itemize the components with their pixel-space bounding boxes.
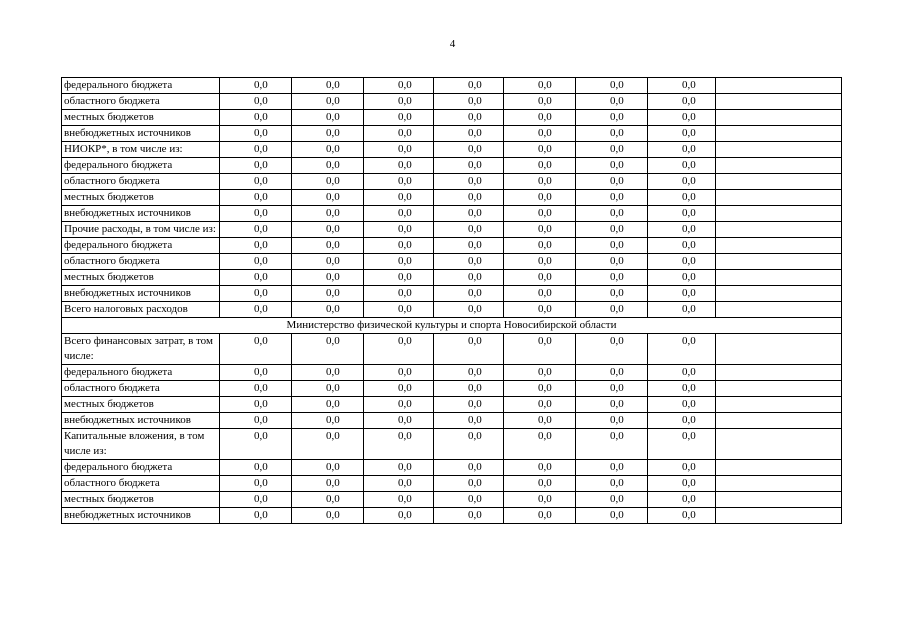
empty-cell bbox=[716, 206, 842, 222]
value-cell: 0,0 bbox=[648, 174, 716, 190]
value-cell: 0,0 bbox=[576, 286, 648, 302]
value-cell: 0,0 bbox=[434, 381, 504, 397]
value-cell: 0,0 bbox=[648, 492, 716, 508]
value-cell: 0,0 bbox=[364, 508, 434, 524]
value-cell: 0,0 bbox=[648, 286, 716, 302]
value-cell: 0,0 bbox=[504, 254, 576, 270]
value-cell: 0,0 bbox=[576, 126, 648, 142]
empty-cell bbox=[716, 222, 842, 238]
row-label: внебюджетных источников bbox=[62, 206, 220, 222]
empty-cell bbox=[716, 110, 842, 126]
row-label: федерального бюджета bbox=[62, 238, 220, 254]
budget-table bbox=[61, 77, 842, 524]
value-cell: 0,0 bbox=[576, 238, 648, 254]
value-cell: 0,0 bbox=[220, 460, 292, 476]
value-cell: 0,0 bbox=[292, 460, 364, 476]
value-cell: 0,0 bbox=[220, 174, 292, 190]
value-cell: 0,0 bbox=[504, 190, 576, 206]
row-label: внебюджетных источников bbox=[62, 126, 220, 142]
value-cell: 0,0 bbox=[364, 270, 434, 286]
row-label: федерального бюджета bbox=[62, 78, 220, 94]
value-cell: 0,0 bbox=[576, 190, 648, 206]
value-cell: 0,0 bbox=[504, 94, 576, 110]
value-cell: 0,0 bbox=[504, 238, 576, 254]
value-cell: 0,0 bbox=[364, 94, 434, 110]
value-cell: 0,0 bbox=[648, 413, 716, 429]
value-cell: 0,0 bbox=[364, 492, 434, 508]
row-label: областного бюджета bbox=[62, 476, 220, 492]
value-cell: 0,0 bbox=[434, 94, 504, 110]
value-cell: 0,0 bbox=[364, 78, 434, 94]
value-cell: 0,0 bbox=[364, 174, 434, 190]
value-cell: 0,0 bbox=[292, 270, 364, 286]
value-cell: 0,0 bbox=[648, 302, 716, 318]
table-row bbox=[62, 334, 842, 365]
value-cell: 0,0 bbox=[504, 270, 576, 286]
value-cell: 0,0 bbox=[648, 254, 716, 270]
empty-cell bbox=[716, 508, 842, 524]
row-label: областного бюджета bbox=[62, 381, 220, 397]
value-cell: 0,0 bbox=[364, 460, 434, 476]
value-cell: 0,0 bbox=[648, 158, 716, 174]
value-cell: 0,0 bbox=[292, 78, 364, 94]
table-row bbox=[62, 365, 842, 381]
value-cell: 0,0 bbox=[220, 381, 292, 397]
value-cell: 0,0 bbox=[292, 476, 364, 492]
row-label: областного бюджета bbox=[62, 94, 220, 110]
value-cell: 0,0 bbox=[576, 413, 648, 429]
empty-cell bbox=[716, 78, 842, 94]
value-cell: 0,0 bbox=[220, 492, 292, 508]
value-cell: 0,0 bbox=[648, 142, 716, 158]
table-row bbox=[62, 508, 842, 524]
value-cell: 0,0 bbox=[292, 158, 364, 174]
value-cell: 0,0 bbox=[504, 492, 576, 508]
table-row bbox=[62, 190, 842, 206]
table-row bbox=[62, 174, 842, 190]
value-cell: 0,0 bbox=[648, 126, 716, 142]
value-cell: 0,0 bbox=[292, 174, 364, 190]
row-label: внебюджетных источников bbox=[62, 508, 220, 524]
value-cell: 0,0 bbox=[292, 190, 364, 206]
value-cell: 0,0 bbox=[364, 126, 434, 142]
value-cell: 0,0 bbox=[434, 222, 504, 238]
value-cell: 0,0 bbox=[364, 158, 434, 174]
value-cell: 0,0 bbox=[434, 270, 504, 286]
value-cell: 0,0 bbox=[648, 476, 716, 492]
table-row bbox=[62, 270, 842, 286]
value-cell: 0,0 bbox=[504, 286, 576, 302]
table-row bbox=[62, 142, 842, 158]
value-cell: 0,0 bbox=[576, 365, 648, 381]
value-cell: 0,0 bbox=[576, 222, 648, 238]
value-cell: 0,0 bbox=[648, 429, 716, 460]
value-cell: 0,0 bbox=[434, 190, 504, 206]
value-cell: 0,0 bbox=[364, 206, 434, 222]
table-row bbox=[62, 126, 842, 142]
value-cell: 0,0 bbox=[504, 302, 576, 318]
value-cell: 0,0 bbox=[434, 238, 504, 254]
value-cell: 0,0 bbox=[434, 476, 504, 492]
value-cell: 0,0 bbox=[504, 413, 576, 429]
value-cell: 0,0 bbox=[364, 142, 434, 158]
empty-cell bbox=[716, 238, 842, 254]
row-label: федерального бюджета bbox=[62, 460, 220, 476]
value-cell: 0,0 bbox=[292, 206, 364, 222]
value-cell: 0,0 bbox=[292, 492, 364, 508]
empty-cell bbox=[716, 492, 842, 508]
value-cell: 0,0 bbox=[364, 110, 434, 126]
value-cell: 0,0 bbox=[364, 365, 434, 381]
value-cell: 0,0 bbox=[434, 206, 504, 222]
value-cell: 0,0 bbox=[648, 222, 716, 238]
value-cell: 0,0 bbox=[364, 476, 434, 492]
value-cell: 0,0 bbox=[292, 286, 364, 302]
value-cell: 0,0 bbox=[220, 286, 292, 302]
empty-cell bbox=[716, 334, 842, 365]
value-cell: 0,0 bbox=[220, 302, 292, 318]
value-cell: 0,0 bbox=[576, 254, 648, 270]
value-cell: 0,0 bbox=[220, 413, 292, 429]
table-row bbox=[62, 381, 842, 397]
value-cell: 0,0 bbox=[504, 222, 576, 238]
value-cell: 0,0 bbox=[504, 126, 576, 142]
value-cell: 0,0 bbox=[504, 142, 576, 158]
value-cell: 0,0 bbox=[292, 413, 364, 429]
value-cell: 0,0 bbox=[504, 381, 576, 397]
row-label: местных бюджетов bbox=[62, 492, 220, 508]
section-header-row bbox=[62, 318, 842, 334]
value-cell: 0,0 bbox=[504, 110, 576, 126]
value-cell: 0,0 bbox=[292, 142, 364, 158]
value-cell: 0,0 bbox=[220, 429, 292, 460]
value-cell: 0,0 bbox=[292, 508, 364, 524]
value-cell: 0,0 bbox=[364, 254, 434, 270]
value-cell: 0,0 bbox=[576, 174, 648, 190]
value-cell: 0,0 bbox=[364, 381, 434, 397]
table-row bbox=[62, 222, 842, 238]
row-label: областного бюджета bbox=[62, 254, 220, 270]
row-label: местных бюджетов bbox=[62, 397, 220, 413]
empty-cell bbox=[716, 429, 842, 460]
value-cell: 0,0 bbox=[220, 270, 292, 286]
empty-cell bbox=[716, 286, 842, 302]
value-cell: 0,0 bbox=[220, 508, 292, 524]
value-cell: 0,0 bbox=[576, 206, 648, 222]
value-cell: 0,0 bbox=[434, 492, 504, 508]
table-row bbox=[62, 397, 842, 413]
value-cell: 0,0 bbox=[648, 270, 716, 286]
value-cell: 0,0 bbox=[576, 429, 648, 460]
value-cell: 0,0 bbox=[220, 222, 292, 238]
value-cell: 0,0 bbox=[576, 78, 648, 94]
value-cell: 0,0 bbox=[576, 142, 648, 158]
empty-cell bbox=[716, 302, 842, 318]
value-cell: 0,0 bbox=[220, 142, 292, 158]
value-cell: 0,0 bbox=[364, 238, 434, 254]
value-cell: 0,0 bbox=[364, 190, 434, 206]
value-cell: 0,0 bbox=[434, 286, 504, 302]
value-cell: 0,0 bbox=[648, 397, 716, 413]
value-cell: 0,0 bbox=[364, 334, 434, 365]
value-cell: 0,0 bbox=[434, 429, 504, 460]
empty-cell bbox=[716, 270, 842, 286]
value-cell: 0,0 bbox=[434, 158, 504, 174]
empty-cell bbox=[716, 365, 842, 381]
value-cell: 0,0 bbox=[576, 476, 648, 492]
value-cell: 0,0 bbox=[576, 110, 648, 126]
table-row bbox=[62, 429, 842, 460]
value-cell: 0,0 bbox=[292, 381, 364, 397]
value-cell: 0,0 bbox=[292, 397, 364, 413]
value-cell: 0,0 bbox=[292, 110, 364, 126]
table-row bbox=[62, 460, 842, 476]
value-cell: 0,0 bbox=[292, 334, 364, 365]
table-row bbox=[62, 78, 842, 94]
value-cell: 0,0 bbox=[648, 508, 716, 524]
value-cell: 0,0 bbox=[576, 270, 648, 286]
row-label: внебюджетных источников bbox=[62, 413, 220, 429]
empty-cell bbox=[716, 254, 842, 270]
table-row bbox=[62, 158, 842, 174]
value-cell: 0,0 bbox=[220, 476, 292, 492]
value-cell: 0,0 bbox=[292, 365, 364, 381]
empty-cell bbox=[716, 190, 842, 206]
value-cell: 0,0 bbox=[364, 429, 434, 460]
value-cell: 0,0 bbox=[434, 142, 504, 158]
row-label: внебюджетных источников bbox=[62, 286, 220, 302]
value-cell: 0,0 bbox=[220, 365, 292, 381]
value-cell: 0,0 bbox=[434, 302, 504, 318]
value-cell: 0,0 bbox=[504, 78, 576, 94]
row-label: Всего финансовых затрат, в том числе: bbox=[62, 334, 220, 365]
value-cell: 0,0 bbox=[292, 126, 364, 142]
value-cell: 0,0 bbox=[292, 222, 364, 238]
empty-cell bbox=[716, 397, 842, 413]
value-cell: 0,0 bbox=[576, 94, 648, 110]
value-cell: 0,0 bbox=[364, 222, 434, 238]
table-row bbox=[62, 286, 842, 302]
row-label: Прочие расходы, в том числе из: bbox=[62, 222, 220, 238]
row-label: местных бюджетов bbox=[62, 110, 220, 126]
row-label: местных бюджетов bbox=[62, 270, 220, 286]
value-cell: 0,0 bbox=[504, 334, 576, 365]
table-row bbox=[62, 302, 842, 318]
value-cell: 0,0 bbox=[504, 174, 576, 190]
value-cell: 0,0 bbox=[504, 158, 576, 174]
empty-cell bbox=[716, 413, 842, 429]
value-cell: 0,0 bbox=[504, 476, 576, 492]
table-row bbox=[62, 94, 842, 110]
value-cell: 0,0 bbox=[648, 190, 716, 206]
value-cell: 0,0 bbox=[434, 110, 504, 126]
value-cell: 0,0 bbox=[648, 381, 716, 397]
value-cell: 0,0 bbox=[648, 365, 716, 381]
value-cell: 0,0 bbox=[292, 254, 364, 270]
page-number: 4 bbox=[449, 38, 456, 50]
value-cell: 0,0 bbox=[292, 429, 364, 460]
empty-cell bbox=[716, 142, 842, 158]
row-label: областного бюджета bbox=[62, 174, 220, 190]
value-cell: 0,0 bbox=[576, 334, 648, 365]
empty-cell bbox=[716, 126, 842, 142]
empty-cell bbox=[716, 476, 842, 492]
value-cell: 0,0 bbox=[220, 126, 292, 142]
table-row bbox=[62, 476, 842, 492]
row-label: Капитальные вложения, в том числе из: bbox=[62, 429, 220, 460]
table-row bbox=[62, 206, 842, 222]
value-cell: 0,0 bbox=[648, 460, 716, 476]
value-cell: 0,0 bbox=[434, 508, 504, 524]
row-label: местных бюджетов bbox=[62, 190, 220, 206]
value-cell: 0,0 bbox=[434, 126, 504, 142]
value-cell: 0,0 bbox=[220, 254, 292, 270]
value-cell: 0,0 bbox=[220, 94, 292, 110]
value-cell: 0,0 bbox=[576, 302, 648, 318]
row-label: федерального бюджета bbox=[62, 365, 220, 381]
value-cell: 0,0 bbox=[648, 238, 716, 254]
value-cell: 0,0 bbox=[434, 413, 504, 429]
value-cell: 0,0 bbox=[292, 302, 364, 318]
value-cell: 0,0 bbox=[576, 158, 648, 174]
value-cell: 0,0 bbox=[364, 302, 434, 318]
value-cell: 0,0 bbox=[504, 397, 576, 413]
value-cell: 0,0 bbox=[576, 381, 648, 397]
value-cell: 0,0 bbox=[220, 238, 292, 254]
value-cell: 0,0 bbox=[292, 238, 364, 254]
value-cell: 0,0 bbox=[220, 334, 292, 365]
value-cell: 0,0 bbox=[364, 286, 434, 302]
table-row bbox=[62, 492, 842, 508]
value-cell: 0,0 bbox=[648, 334, 716, 365]
value-cell: 0,0 bbox=[504, 429, 576, 460]
row-label: Всего налоговых расходов bbox=[62, 302, 220, 318]
empty-cell bbox=[716, 381, 842, 397]
table-body-after bbox=[62, 334, 842, 524]
value-cell: 0,0 bbox=[434, 397, 504, 413]
value-cell: 0,0 bbox=[220, 158, 292, 174]
value-cell: 0,0 bbox=[220, 206, 292, 222]
empty-cell bbox=[716, 460, 842, 476]
value-cell: 0,0 bbox=[434, 365, 504, 381]
value-cell: 0,0 bbox=[504, 460, 576, 476]
section-header-group bbox=[62, 318, 842, 334]
table-row bbox=[62, 413, 842, 429]
table-row bbox=[62, 238, 842, 254]
value-cell: 0,0 bbox=[504, 206, 576, 222]
value-cell: 0,0 bbox=[364, 413, 434, 429]
value-cell: 0,0 bbox=[220, 110, 292, 126]
value-cell: 0,0 bbox=[220, 397, 292, 413]
value-cell: 0,0 bbox=[576, 492, 648, 508]
table-body-before bbox=[62, 78, 842, 318]
value-cell: 0,0 bbox=[648, 78, 716, 94]
value-cell: 0,0 bbox=[648, 206, 716, 222]
value-cell: 0,0 bbox=[434, 334, 504, 365]
value-cell: 0,0 bbox=[648, 94, 716, 110]
row-label: федерального бюджета bbox=[62, 158, 220, 174]
value-cell: 0,0 bbox=[648, 110, 716, 126]
empty-cell bbox=[716, 158, 842, 174]
value-cell: 0,0 bbox=[434, 460, 504, 476]
section-title: Министерство физической культуры и спорта Новосибирской области bbox=[62, 318, 842, 334]
value-cell: 0,0 bbox=[220, 78, 292, 94]
value-cell: 0,0 bbox=[504, 508, 576, 524]
value-cell: 0,0 bbox=[576, 508, 648, 524]
value-cell: 0,0 bbox=[364, 397, 434, 413]
table-row bbox=[62, 254, 842, 270]
value-cell: 0,0 bbox=[434, 254, 504, 270]
value-cell: 0,0 bbox=[434, 78, 504, 94]
value-cell: 0,0 bbox=[434, 174, 504, 190]
value-cell: 0,0 bbox=[576, 397, 648, 413]
row-label: НИОКР*, в том числе из: bbox=[62, 142, 220, 158]
value-cell: 0,0 bbox=[504, 365, 576, 381]
value-cell: 0,0 bbox=[220, 190, 292, 206]
empty-cell bbox=[716, 94, 842, 110]
value-cell: 0,0 bbox=[292, 94, 364, 110]
value-cell: 0,0 bbox=[576, 460, 648, 476]
empty-cell bbox=[716, 174, 842, 190]
table-row bbox=[62, 110, 842, 126]
